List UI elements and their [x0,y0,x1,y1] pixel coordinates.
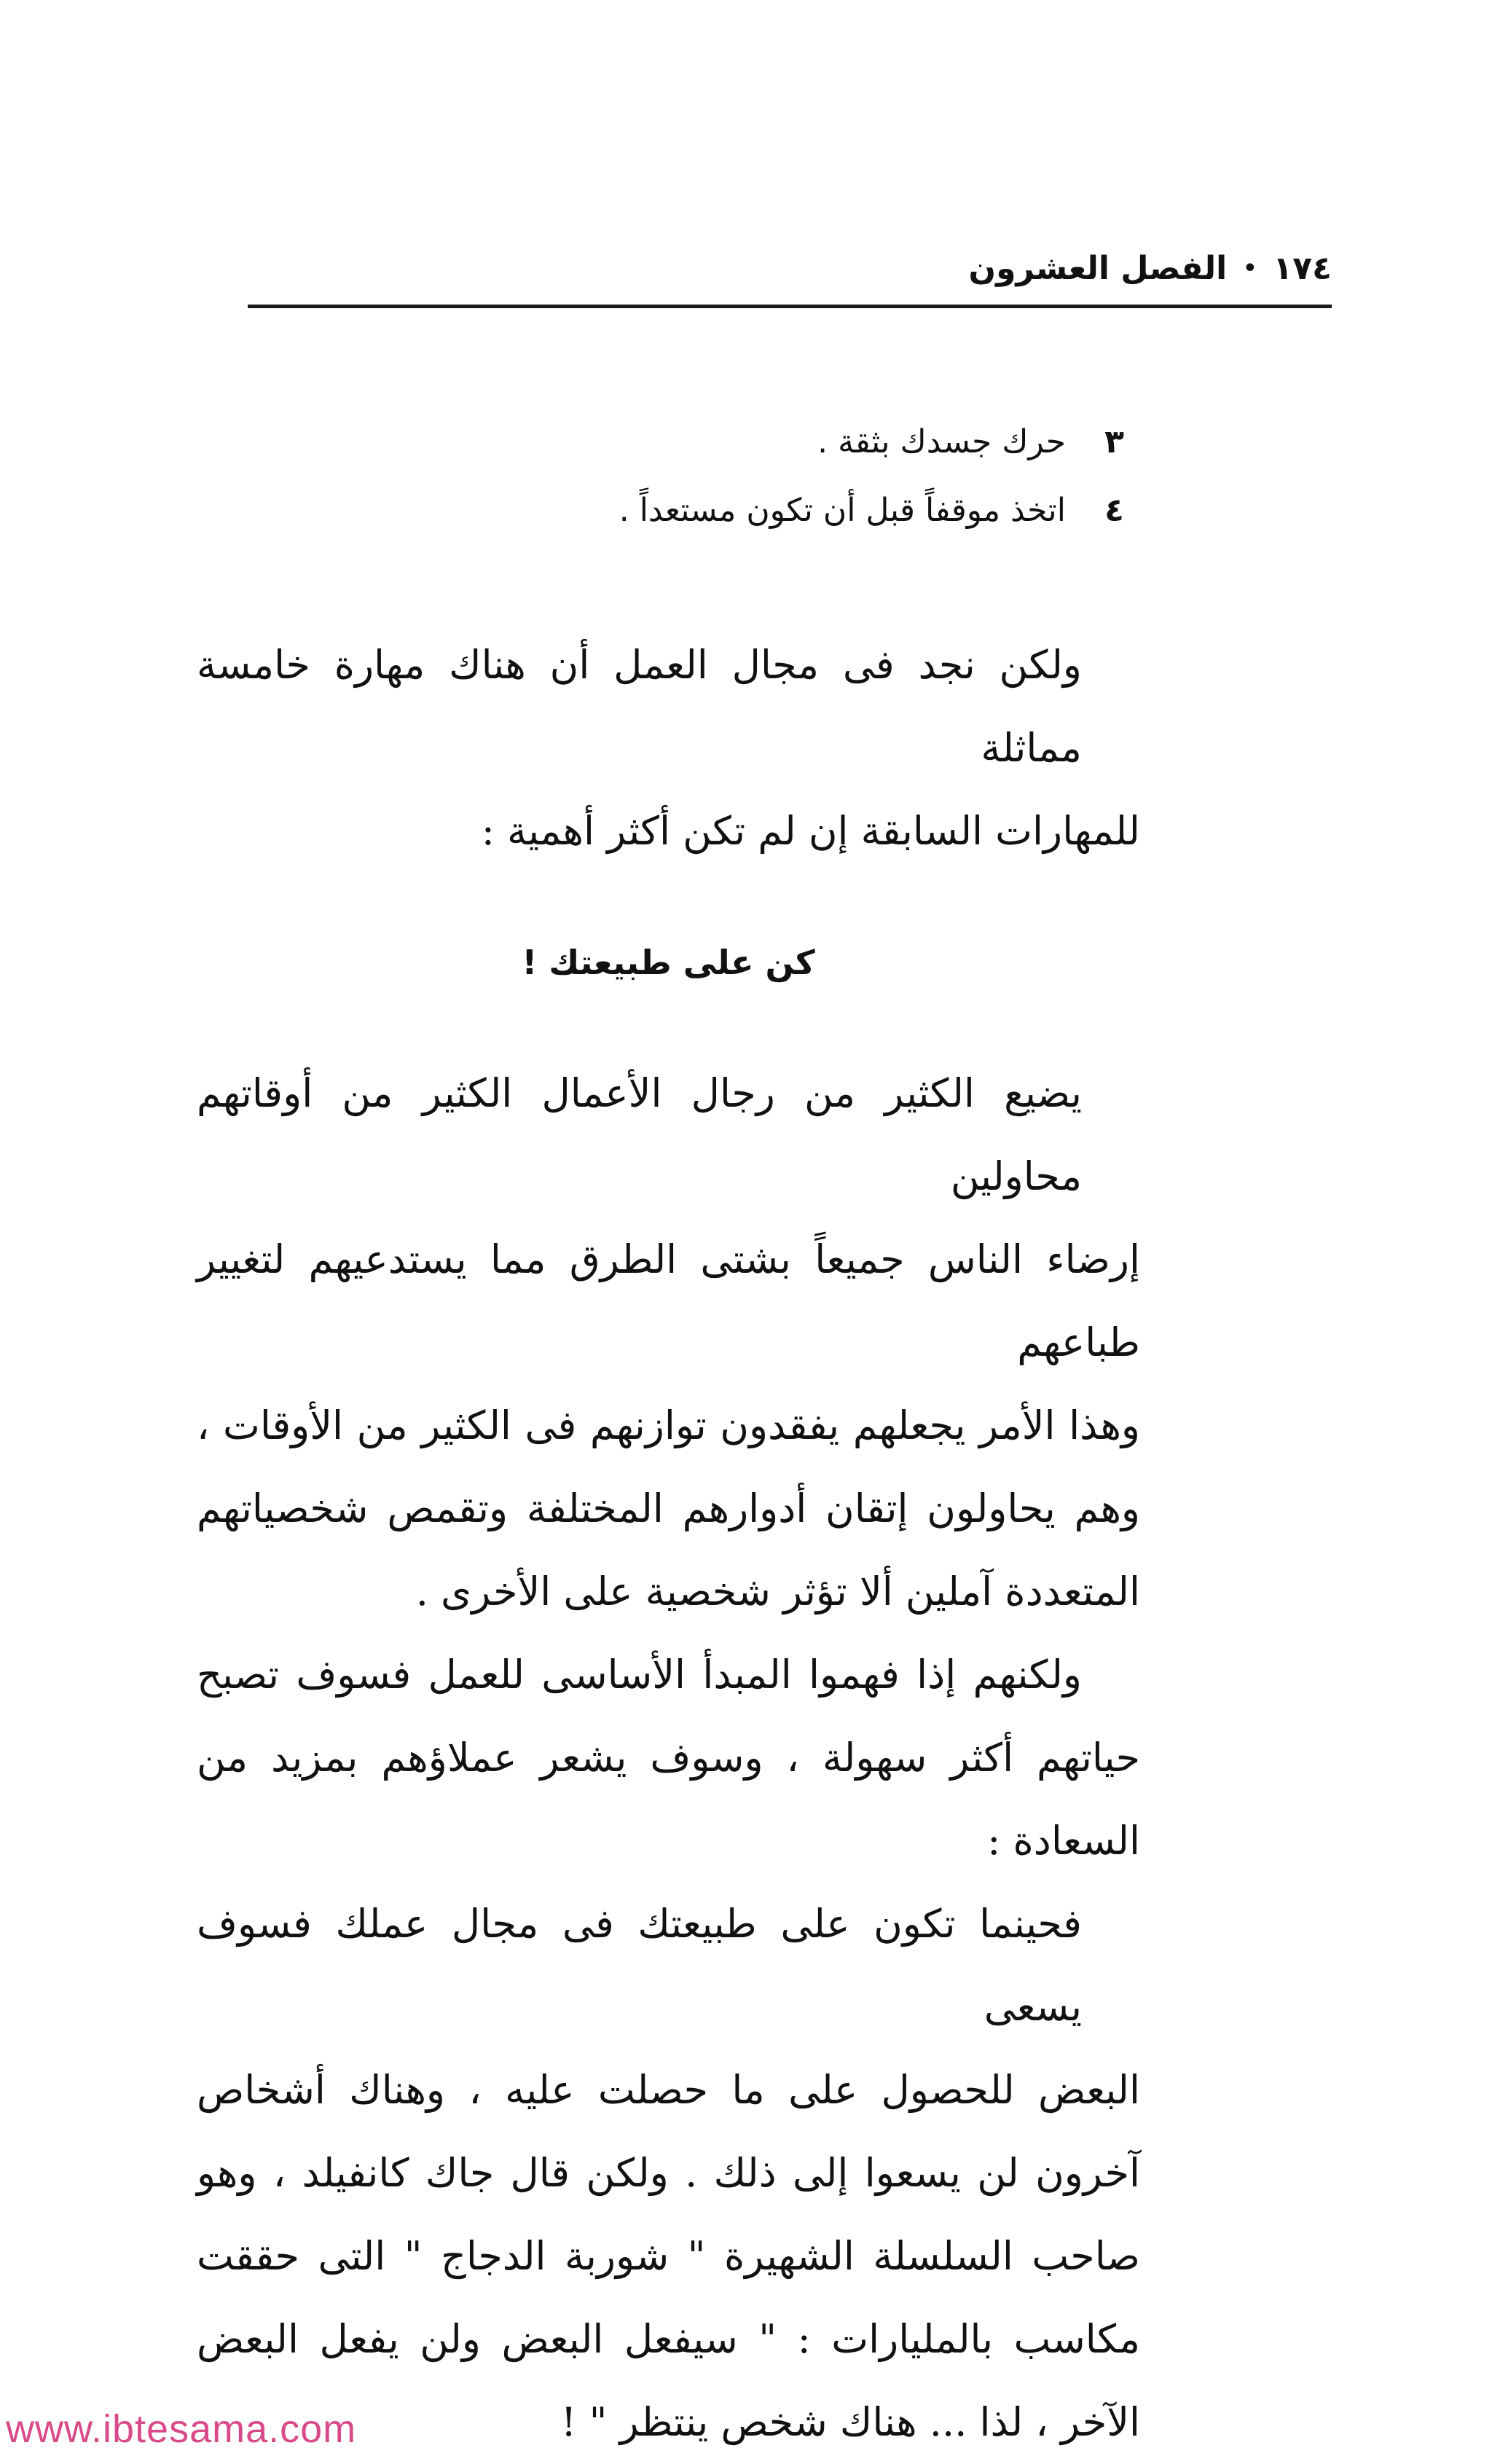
list-item-number: ٣ [1104,423,1124,460]
page-body [197,408,1140,2464]
list-item [197,408,1124,476]
text-line: المتعددة آملين ألا تؤثر شخصية على الأخرى . [415,1569,1140,1614]
list-item-text: اتخذ موقفاً قبل أن تكون مستعداً . [619,492,1066,529]
header-bullet: • [1243,255,1257,281]
text-line: إرضاء الناس جميعاً بشتى الطرق مما يستدعيهم لتغيير طباعهم [197,1236,1140,1365]
text-line: صاحب السلسلة الشهيرة " شوربة الدجاج " التى حققت [197,2233,1140,2279]
list-item [197,476,1124,545]
text-line: للمهارات السابقة إن لم تكن أكثر أهمية : [481,808,1140,854]
list-item-text: حرك جسدك بثقة . [817,423,1066,460]
paragraph-1 [197,1052,1140,1633]
text-line: البعض للحصول على ما حصلت عليه ، وهناك أشخاص [197,2067,1140,2113]
text-line: الآخر ، لذا ... هناك شخص ينتظر " ! [560,2399,1140,2445]
watermark-url: www.ibtesama.com [6,2407,357,2451]
text-line: ولكن نجد فى مجال العمل أن هناك مهارة خامسة مماثلة [197,642,1082,771]
text-line: وهم يحاولون إتقان أدوارهم المختلفة وتقمص شخصياتهم [197,1486,1140,1531]
numbered-list [197,408,1140,545]
page-header [248,239,1332,297]
list-item-number: ٤ [1104,492,1124,529]
section-heading: كن على طبيعتك ! [522,943,815,982]
header-rule [248,305,1332,308]
chapter-title: الفصل العشرون [968,249,1228,287]
page-number: ١٧٤ [1273,249,1332,287]
text-line: فحينما تكون على طبيعتك فى مجال عملك فسوف يسعى [197,1901,1082,2030]
intro-paragraph-continued [197,790,1140,873]
text-line: مكاسب بالمليارات : " سيفعل البعض ولن يفعل البعض [197,2316,1140,2362]
text-line: السعادة : [987,1818,1140,1864]
intro-paragraph [197,624,1140,790]
paragraph-3 [197,1883,1140,2464]
text-line: وهذا الأمر يجعلهم يفقدون توازنهم فى الكثير من الأوقات ، [197,1402,1141,1448]
paragraph-2 [197,1633,1140,1883]
text-line: آخرون لن يسعوا إلى ذلك . ولكن قال جاك كانفيلد ، وهو [197,2150,1140,2196]
text-line: ولكنهم إذا فهموا المبدأ الأساسى للعمل فسوف تصبح [197,1652,1082,1698]
text-line: يضيع الكثير من رجال الأعمال الكثير من أوقاتهم محاولين [197,1070,1082,1199]
text-line: حياتهم أكثر سهولة ، وسوف يشعر عملاؤهم بمزيد من [197,1735,1140,1781]
